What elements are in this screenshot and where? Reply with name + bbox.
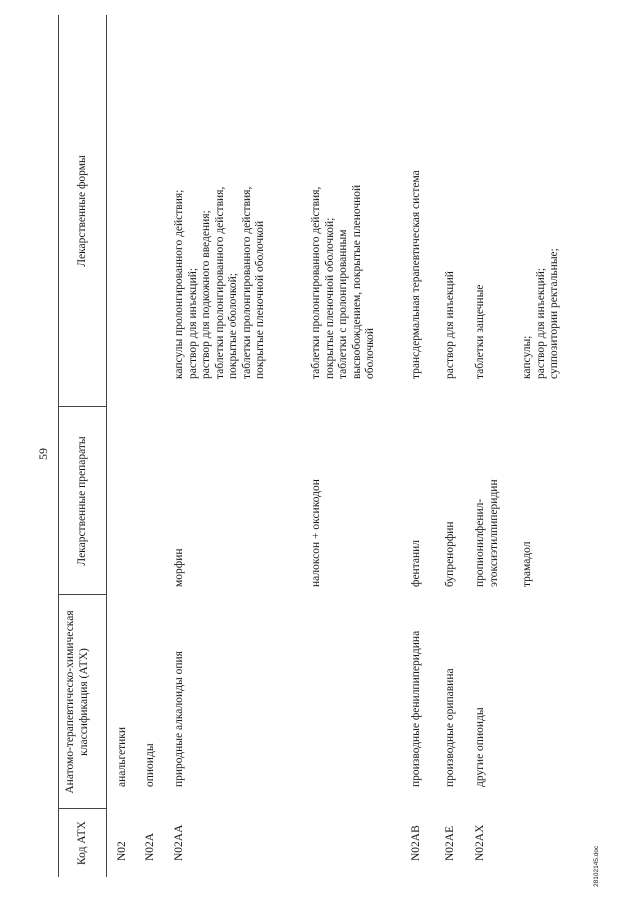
header-code: Код АТХ: [76, 821, 88, 865]
row-code-n02ax: N02AX: [474, 824, 486, 861]
col-divider-2: [58, 594, 107, 595]
row-drug-morphine: морфин: [173, 548, 185, 587]
row-forms-buprenorphine: раствор для инъекций: [444, 271, 456, 379]
row-forms-naloxone-oxycodone: таблетки пролонгированного действия, покрытые пленочной оболочкой; таблетки с пролонгированным высвобождением, покрытые пленочной оболочкой: [310, 184, 376, 379]
row-code-n02aa: N02AA: [173, 824, 185, 861]
col-divider-1: [58, 808, 107, 809]
row-forms-tramadol: капсулы; раствор для инъекций; суппозитории ректальные;: [521, 248, 560, 379]
row-drug-buprenorphine: бупренорфин: [444, 521, 456, 587]
footer-file-code: 28102145.doc: [593, 845, 600, 887]
row-code-n02ae: N02AE: [444, 825, 456, 861]
row-code-n02: N02: [116, 841, 128, 861]
row-atc-n02ax: другие опиоиды: [474, 707, 486, 787]
col-divider-3: [58, 406, 107, 407]
row-atc-n02a: опиоиды: [144, 743, 156, 787]
row-atc-n02aa: природные алкалоиды опия: [173, 651, 185, 787]
row-drug-naloxone-oxycodone: налоксон + оксикодон: [310, 479, 322, 587]
row-forms-propionylphenyl: таблетки защечные: [474, 284, 486, 379]
header-forms: Лекарственные формы: [76, 155, 88, 267]
row-drug-fentanyl: фентанил: [410, 539, 422, 587]
row-drug-tramadol: трамадол: [521, 541, 533, 587]
row-atc-n02ab: производные фенилпиперидина: [410, 630, 422, 787]
row-code-n02ab: N02AB: [410, 825, 422, 861]
row-code-n02a: N02A: [144, 832, 156, 861]
row-atc-n02ae: производные орипавина: [444, 668, 456, 787]
header-drugs: Лекарственные препараты: [76, 436, 88, 566]
row-atc-n02: анальгетики: [116, 726, 128, 787]
row-drug-propionylphenyl: пропионилфенил- этоксиэтилпиперидин: [474, 479, 500, 587]
table-top-border: [58, 15, 59, 877]
row-forms-morphine: капсулы пролонгированного действия; раствор для инъекций; раствор для подкожного введения; таблетки пролонгированного действия, покрытые оболочкой; таблетки пролонгированного действия, покрытые пленочной оболочкой: [173, 186, 266, 379]
page-number: 59: [36, 448, 50, 460]
row-forms-fentanyl: трансдермальная терапевтическая система: [410, 170, 422, 379]
table-header-divider: [106, 15, 107, 877]
header-atc: Анатомо-терапевтическо-химическая классификация (АТХ): [64, 610, 90, 794]
